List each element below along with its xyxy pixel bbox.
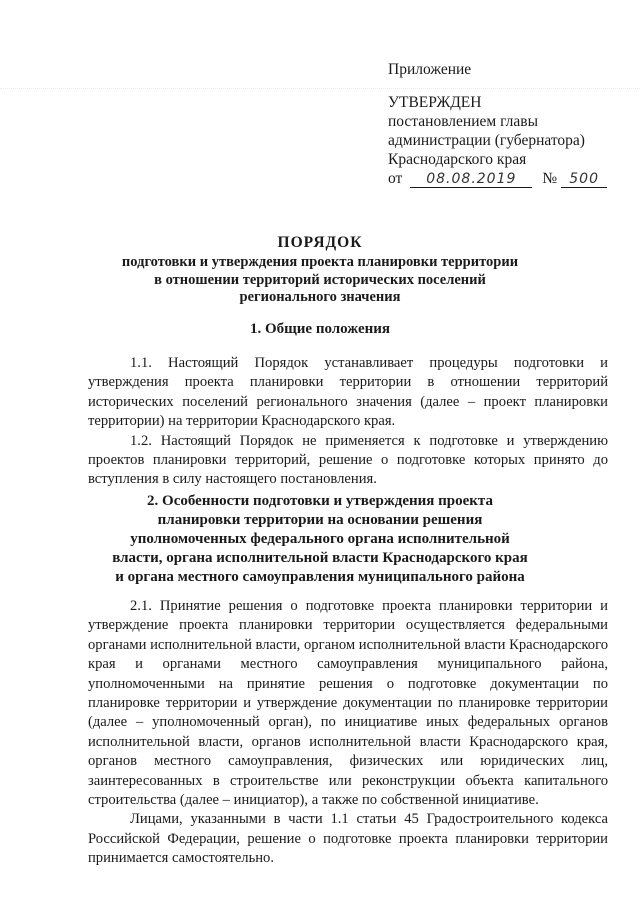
approval-line-1: постановлением главы (388, 113, 538, 130)
section-1-body (88, 354, 608, 490)
approved-label: УТВЕРЖДЕН (388, 94, 482, 111)
paragraph-1-2: 1.2. Настоящий Порядок не применяется к подготовке и утверждению проектов планировки территорий, решение о подготовке которых принято до вступления в силу настоящего постановления. (88, 432, 608, 488)
number-prefix: № (542, 170, 558, 187)
section-2-heading-line-5: и органа местного самоуправления муниципального района (115, 569, 525, 585)
title-sub-2: в отношении территорий исторических поселений (154, 271, 486, 288)
title-sub-3: регионального значения (239, 289, 401, 305)
approval-block (388, 60, 628, 188)
paragraph-2-2: Лицами, указанными в части 1.1 статьи 45 Градостроительного кодекса Российской Федерации, решение о подготовке проекта планировки территории принимается самостоятельно. (88, 811, 608, 867)
approval-date-line (388, 169, 628, 188)
section-2-body (88, 597, 608, 869)
section-1-heading: 1. Общие положения (249, 321, 391, 337)
handwritten-date: 08.08.2019 (410, 171, 532, 188)
paragraph-2-1: 2.1. Принятие решения о подготовке проекта планировки территории и утверждение проекта планировки территории осуществляется федеральными органами исполнительной власти, органом исполнительной власти Краснодарского края и органами местного самоуправления муниципального района, уполномоченными на принятие решения о подготовке документации по планировке территории и утверждение документации по планировке территории (далее – уполномоченный орган), по инициативе иных федеральных органов исполнительной власти, органов исполнительной власти Краснодарского края, органов местного самоуправления, физических или юридических лиц, заинтересованных в строительстве или реконструкции объекта капитального строительства (далее – инициатор), а также по собственной инициативе. (88, 598, 608, 809)
title-main: ПОРЯДОК (277, 234, 363, 251)
approval-line-2: администрации (губернатора) (388, 132, 585, 149)
section-2-heading-line-3: уполномоченных федерального органа исполнительной (130, 531, 510, 547)
handwritten-number: 500 (561, 171, 607, 188)
date-prefix: от (388, 170, 403, 187)
section-2-heading-line-2: планировки территории на основании решения (157, 512, 483, 528)
paragraph-1-1: 1.1. Настоящий Порядок устанавливает процедуры подготовки и утверждения проекта планировки территории в отношении территорий исторических поселений регионального значения (далее – проект планировки территории) на территории Краснодарского края. (88, 355, 608, 430)
title-sub-1: подготовки и утверждения проекта планировки территории (121, 254, 519, 270)
document-title (60, 233, 580, 307)
section-2-heading (60, 492, 580, 587)
approval-line-3: Краснодарского края (388, 151, 527, 168)
section-2-heading-line-4: власти, органа исполнительной власти Краснодарского края (112, 550, 528, 566)
section-2-heading-line-1: 2. Особенности подготовки и утверждения проекта (147, 493, 493, 509)
appendix-label: Приложение (388, 61, 472, 78)
